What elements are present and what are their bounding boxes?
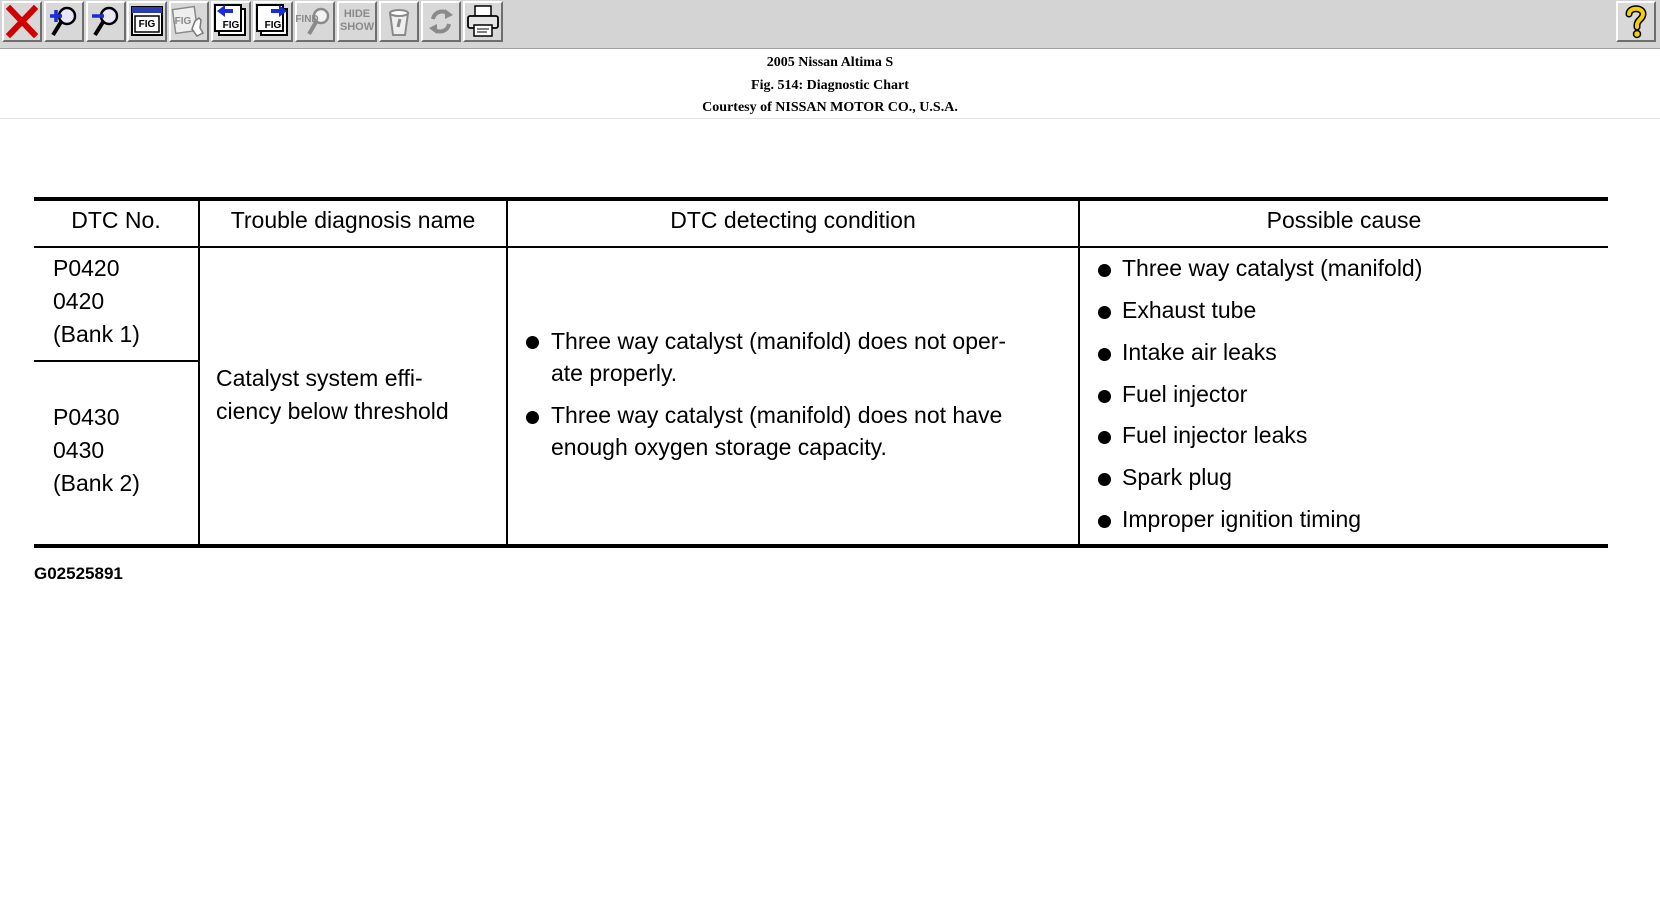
figure-id: G02525891	[34, 564, 123, 583]
condition-1-line2: ate properly.	[551, 360, 678, 386]
hide-label: HIDE	[343, 8, 371, 20]
courtesy-line: Courtesy of NISSAN MOTOR CO., U.S.A.	[702, 100, 958, 115]
table-bottom-rule	[34, 544, 1608, 548]
condition-2-line2: enough oxygen storage capacity.	[551, 434, 887, 460]
dtc-bank2-label: (Bank 2)	[53, 470, 140, 496]
cause-bullet	[1098, 264, 1111, 277]
cause-bullet	[1098, 431, 1111, 444]
cause-item: Three way catalyst (manifold)	[1122, 255, 1423, 281]
cause-item: Fuel injector leaks	[1122, 422, 1308, 448]
figure-button-label: FIG	[138, 19, 156, 30]
figure-hand-button-label: FIG	[174, 16, 192, 27]
cause-bullet	[1098, 306, 1111, 319]
cause-item: Improper ignition timing	[1122, 506, 1362, 532]
cause-bullet	[1098, 348, 1111, 361]
column-divider-1	[198, 197, 200, 546]
dtc-bank1-label: (Bank 1)	[53, 321, 140, 347]
dtc-bank1-short: 0420	[53, 288, 105, 314]
find-button-label: FIND	[295, 14, 319, 25]
condition-bullet	[526, 336, 539, 349]
column-header-detecting-condition: DTC detecting condition	[670, 207, 916, 233]
cause-item: Spark plug	[1122, 464, 1232, 490]
show-label: SHOW	[339, 21, 375, 33]
column-divider-2	[506, 197, 508, 546]
dtc-bank1-code: P0420	[53, 255, 120, 281]
condition-bullet	[526, 411, 539, 424]
diagnosis-name-line1: Catalyst system effi-	[216, 365, 423, 391]
vehicle-title: 2005 Nissan Altima S	[766, 55, 894, 70]
column-divider-3	[1078, 197, 1080, 546]
column-header-possible-cause: Possible cause	[1266, 207, 1422, 233]
previous-figure-button-label: FIG	[222, 20, 240, 31]
condition-2-line1: Three way catalyst (manifold) does not have	[551, 402, 1003, 428]
figure-title: Fig. 514: Diagnostic Chart	[751, 77, 909, 93]
header-bottom-rule	[34, 246, 1608, 248]
column-header-dtc-no: DTC No.	[71, 207, 161, 233]
dtc-bank2-code: P0430	[53, 404, 120, 430]
next-figure-button-label: FIG	[264, 20, 282, 31]
condition-1-line1: Three way catalyst (manifold) does not oper-	[551, 328, 1007, 354]
cause-bullet	[1098, 473, 1111, 486]
table-top-rule	[34, 197, 1608, 201]
diagnosis-name-line2: ciency below threshold	[216, 398, 449, 424]
cause-item: Exhaust tube	[1122, 297, 1257, 323]
column-header-diagnosis-name: Trouble diagnosis name	[230, 207, 476, 233]
cause-item: Intake air leaks	[1122, 339, 1277, 365]
dtc-bank2-short: 0430	[53, 437, 105, 463]
dtc-separator	[34, 360, 199, 362]
cause-bullet	[1098, 515, 1111, 528]
cause-item: Fuel injector	[1122, 381, 1248, 407]
cause-bullet	[1098, 390, 1111, 403]
